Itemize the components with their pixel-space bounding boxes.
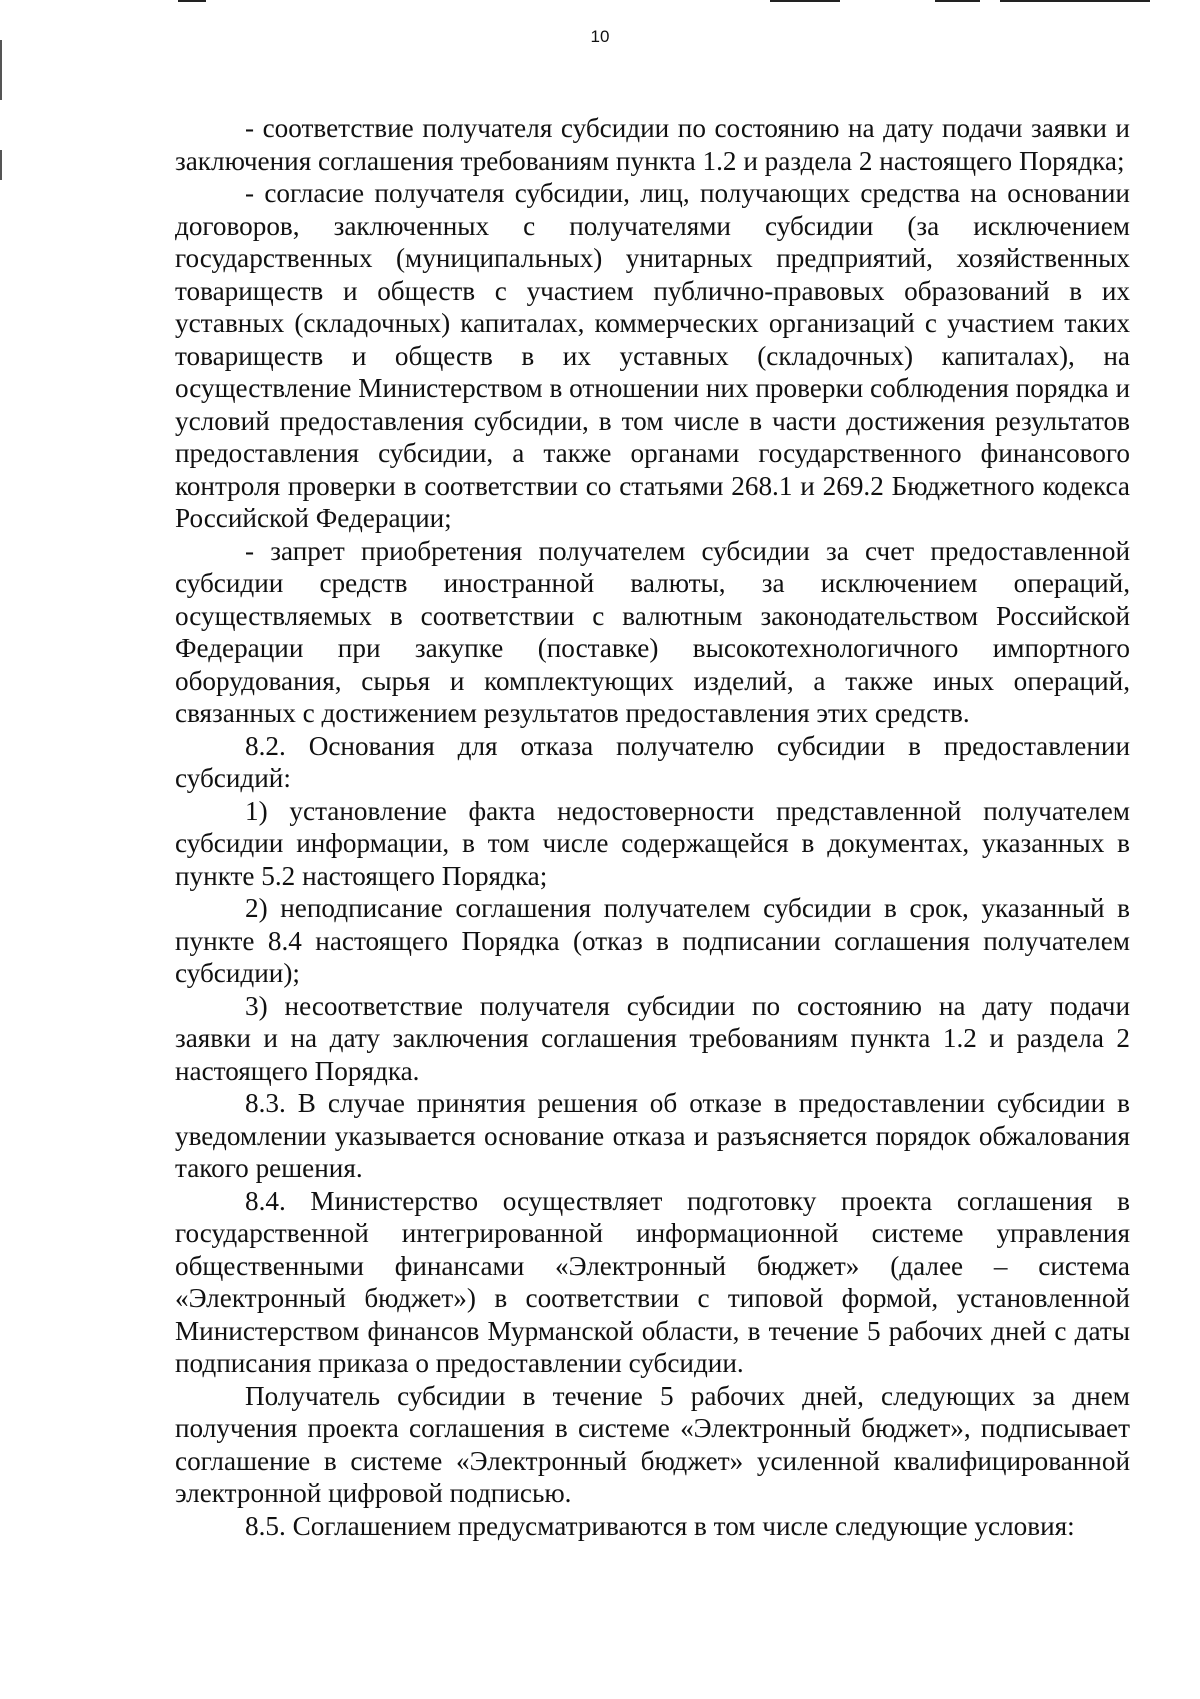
paragraph: 3) несоответствие получателя субсидии по состоянию на дату подачи заявки и на дату заключения соглашения требованиям пункта 1.2 и раздела 2 настоящего Порядка. [175, 990, 1130, 1086]
paragraph: - согласие получателя субсидии, лиц, получающих средства на основании договоров, заключенных с получателями субсидии (за исключением государственных (муниципальных) унитарных предприятий, хозяйственных товариществ и обществ с участием публично-правовых образований в их уставных (складочных) капиталах, коммерческих организаций с участием таких товариществ и обществ в их уставных (складочных) капиталах), на осуществление Министерством в отношении них проверки соблюдения порядка и условий предоставления субсидии, в том числе в части достижения результатов предоставления субсидии, а также органами государственного финансового контроля проверки в соответствии со статьями 268.1 и 269.2 Бюджетного кодекса Российской Федерации; [175, 178, 1130, 533]
scan-mark-top-right-2 [935, 0, 980, 2]
paragraph: - соответствие получателя субсидии по состоянию на дату подачи заявки и заключения соглашения требованиям пункта 1.2 и раздела 2 настоящего Порядка; [175, 113, 1130, 176]
scan-mark-top-left [178, 0, 206, 2]
paragraph: 1) установление факта недостоверности представленной получателем субсидии информации, в том числе содержащейся в документах, указанных в пункте 5.2 настоящего Порядка; [175, 795, 1130, 891]
paragraph: 2) неподписание соглашения получателем субсидии в срок, указанный в пункте 8.4 настоящего Порядка (отказ в подписании соглашения получателем субсидии); [175, 893, 1130, 988]
page-number: 10 [590, 27, 610, 46]
document-body [175, 112, 1130, 1542]
scan-mark-top-right-1 [770, 0, 840, 2]
paragraph: Получатель субсидии в течение 5 рабочих дней, следующих за днем получения проекта соглашения в системе «Электронный бюджет», подписывает соглашение в системе «Электронный бюджет» усиленной квалифицированной электронной цифровой подписью. [175, 1380, 1130, 1508]
paragraph: 8.4. Министерство осуществляет подготовку проекта соглашения в государственной интегрированной информационной системе управления общественными финансами «Электронный бюджет» (далее – система «Электронный бюджет») в соответствии с типовой формой, установленной Министерством финансов Мурманской области, в течение 5 рабочих дней с даты подписания приказа о предоставлении субсидии. [175, 1185, 1130, 1378]
scan-edge-left-1 [0, 40, 2, 100]
paragraph: - запрет приобретения получателем субсидии за счет предоставленной субсидии средств иностранной валюты, за исключением операций, осуществляемых в соответствии с валютным законодательством Российской Федерации при закупке (поставке) высокотехнологичного импортного оборудования, сырья и комплектующих изделий, а также иных операций, связанных с достижением результатов предоставления этих средств. [175, 535, 1130, 728]
paragraph: 8.3. В случае принятия решения об отказе в предоставлении субсидии в уведомлении указывается основание отказа и разъясняется порядок обжалования такого решения. [175, 1088, 1130, 1183]
paragraph: 8.5. Соглашением предусматриваются в том числе следующие условия: [245, 1510, 1075, 1541]
paragraph: 8.2. Основания для отказа получателю субсидии в предоставлении субсидий: [175, 730, 1130, 793]
scan-edge-left-2 [0, 150, 2, 180]
scan-mark-top-right-3 [1000, 0, 1150, 2]
